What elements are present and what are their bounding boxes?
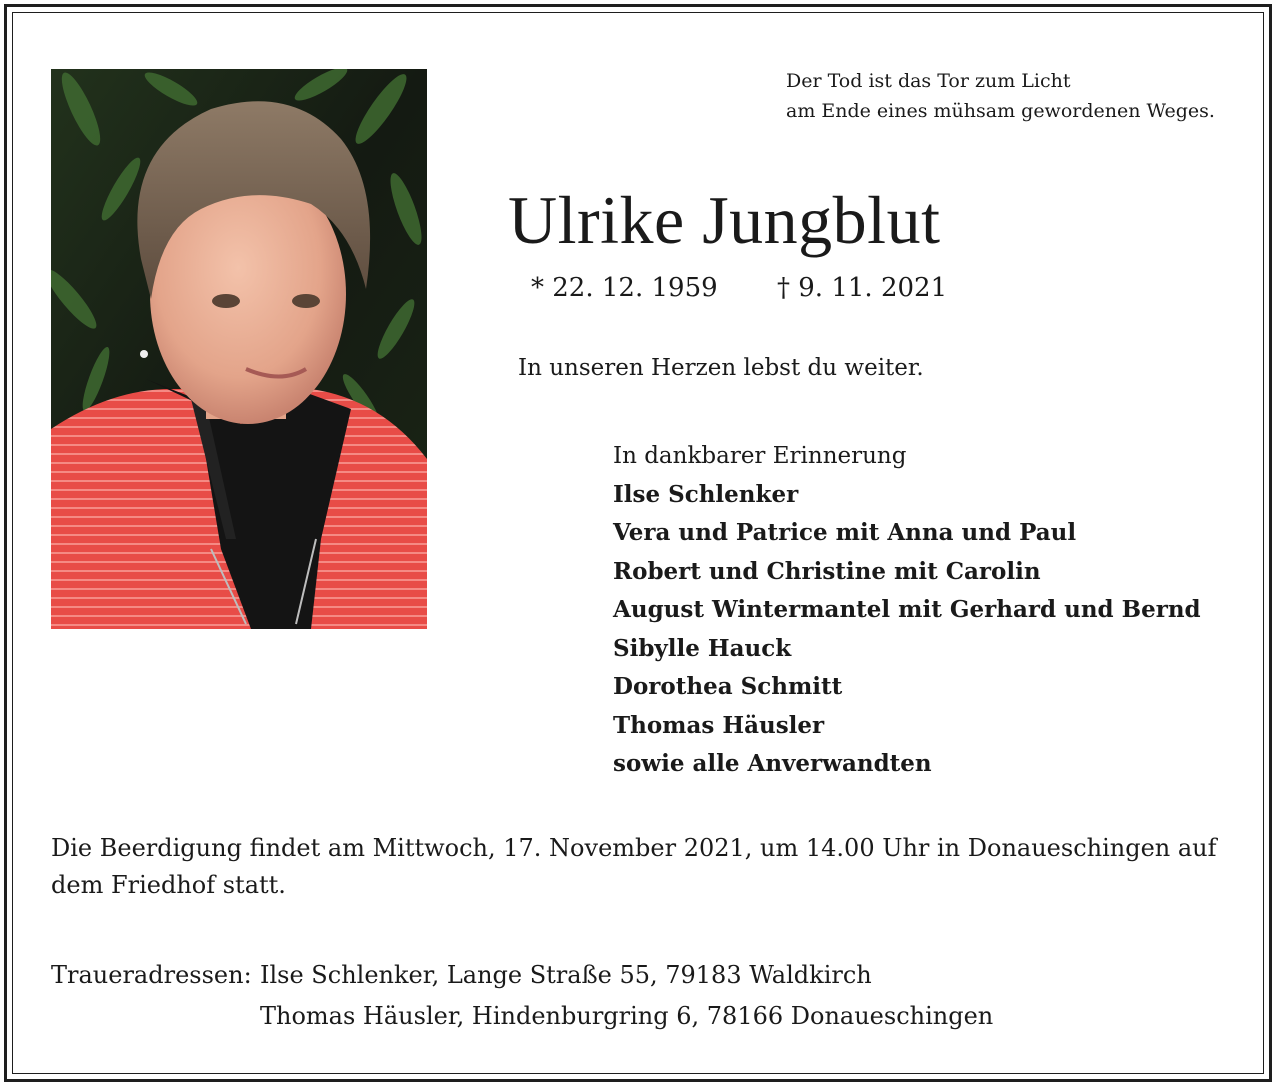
mourner-name: Ilse Schlenker (613, 480, 799, 508)
mourner-name: Dorothea Schmitt (613, 673, 843, 700)
address-line: Ilse Schlenker, Lange Straße 55, 79183 Waldkirch (260, 961, 872, 989)
mourner-name: Sibylle Hauck (613, 634, 792, 662)
death-date: † 9. 11. 2021 (777, 273, 948, 303)
mourners-intro: In dankbarer Erinnerung (613, 443, 907, 469)
motto (786, 66, 1215, 126)
mourner-name: Vera und Patrice mit Anna und Paul (613, 519, 1077, 546)
motto-line-1: Der Tod ist das Tor zum Licht (786, 70, 1071, 92)
mourner-name: Robert und Christine mit Carolin (613, 557, 1041, 585)
mourner-name: August Wintermantel mit Gerhard und Bernd (613, 596, 1201, 623)
epitaph: In unseren Herzen lebst du weiter. (518, 355, 924, 381)
motto-line-2: am Ende eines mühsam gewordenen Weges. (786, 100, 1215, 122)
birth-date: * 22. 12. 1959 (531, 273, 718, 303)
deceased-name: Ulrike Jungblut (508, 182, 941, 258)
portrait-photo (51, 69, 427, 629)
mourner-name: Thomas Häusler (613, 711, 825, 739)
mourners-list (613, 437, 1201, 784)
address-line: Thomas Häusler, Hindenburgring 6, 78166 Donaueschingen (260, 1002, 994, 1030)
mourner-name: sowie alle Anverwandten (613, 750, 932, 777)
addresses-label: Traueradressen: (51, 961, 252, 989)
funeral-notice: Die Beerdigung findet am Mittwoch, 17. November 2021, um 14.00 Uhr in Donaueschingen auf dem Friedhof statt. (51, 834, 1217, 899)
